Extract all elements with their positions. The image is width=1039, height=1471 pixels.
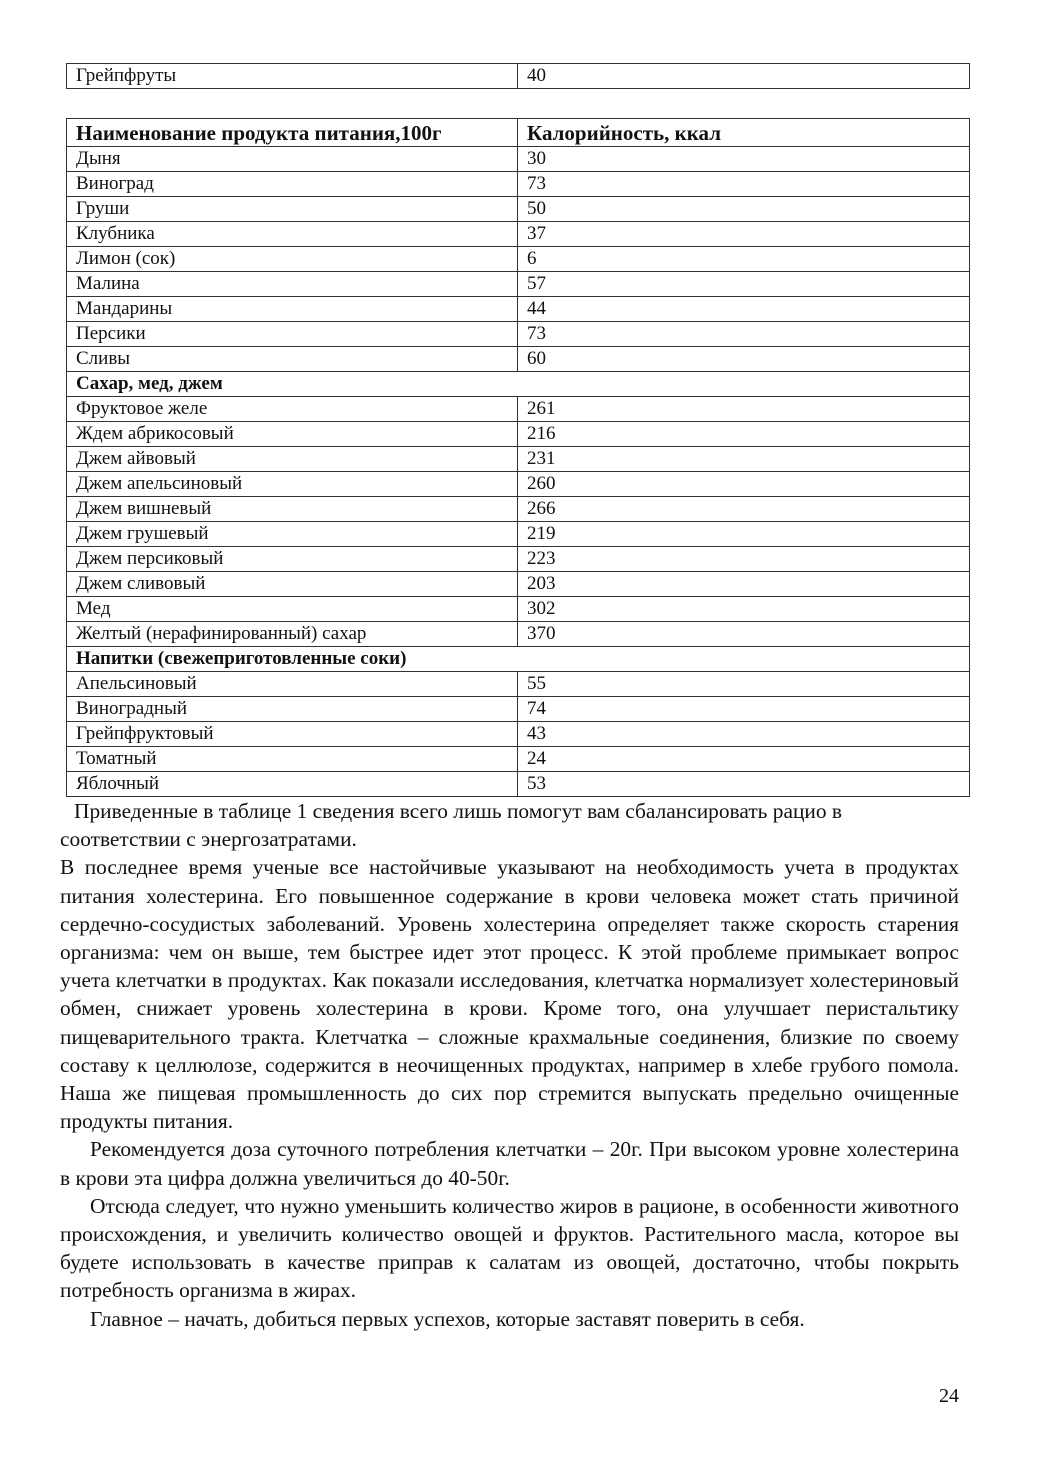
kcal-value-cell: 302: [518, 597, 970, 622]
top-table: [66, 63, 970, 89]
table-row: [67, 622, 970, 647]
table-row: [67, 64, 970, 89]
section-title-drinks: Напитки (свежеприготовленные соки): [67, 647, 970, 672]
product-name-cell: Малина: [67, 272, 518, 297]
product-name-cell: Джем сливовый: [67, 572, 518, 597]
body-text: [60, 797, 959, 1333]
header-name-cell: Наименование продукта питания,100г: [67, 119, 518, 147]
kcal-value-cell: 266: [518, 497, 970, 522]
product-name-cell: Груши: [67, 197, 518, 222]
table-row: [67, 347, 970, 372]
kcal-value-cell: 73: [518, 322, 970, 347]
top-table-body: [67, 64, 970, 89]
kcal-value-cell: 219: [518, 522, 970, 547]
kcal-value-cell: 6: [518, 247, 970, 272]
kcal-value-cell: 44: [518, 297, 970, 322]
table-row: [67, 447, 970, 472]
product-name-cell: Томатный: [67, 747, 518, 772]
kcal-value-cell: 24: [518, 747, 970, 772]
table-row: [67, 272, 970, 297]
section-row-sugar: [67, 372, 970, 397]
page-number: 24: [939, 1385, 959, 1407]
section-row-drinks: [67, 647, 970, 672]
kcal-value-cell: 73: [518, 172, 970, 197]
kcal-value-cell: 30: [518, 147, 970, 172]
table-row: [67, 197, 970, 222]
drink-rows: [67, 672, 970, 797]
table-row: [67, 522, 970, 547]
table-row: [67, 397, 970, 422]
product-name-cell: Джем айвовый: [67, 447, 518, 472]
product-name-cell: Дыня: [67, 147, 518, 172]
table-row: [67, 422, 970, 447]
paragraph-1: Приведенные в таблице 1 сведения всего лишь помогут вам сбалансировать рацио в соответствии с энергозатратами.: [60, 799, 842, 852]
paragraph-4: Отсюда следует, что нужно уменьшить количество жиров в рационе, в особенности животного происхождения, и увеличить количество овощей и фруктов. Растительного масла, которое вы будете использовать в качестве приправ к салатам из овощей, достаточно, чтобы покрыть потребность организма в жирах.: [60, 1193, 959, 1303]
kcal-value-cell: 40: [518, 64, 970, 89]
table-row: [67, 572, 970, 597]
header-kcal-cell: Калорийность, ккал: [518, 119, 970, 147]
kcal-value-cell: 55: [518, 672, 970, 697]
fruit-rows: [67, 147, 970, 372]
product-name-cell: Виноград: [67, 172, 518, 197]
kcal-value-cell: 260: [518, 472, 970, 497]
sugar-rows: [67, 397, 970, 647]
product-name-cell: Сливы: [67, 347, 518, 372]
product-name-cell: Грейпфруктовый: [67, 722, 518, 747]
table-row: [67, 222, 970, 247]
product-name-cell: Лимон (сок): [67, 247, 518, 272]
table-row: [67, 547, 970, 572]
kcal-value-cell: 203: [518, 572, 970, 597]
kcal-value-cell: 60: [518, 347, 970, 372]
table-row: [67, 472, 970, 497]
product-name-cell: Джем грушевый: [67, 522, 518, 547]
product-name-cell: Мед: [67, 597, 518, 622]
product-name-cell: Фруктовое желе: [67, 397, 518, 422]
product-name-cell: Виноградный: [67, 697, 518, 722]
calorie-table: [66, 118, 970, 797]
table-row: [67, 147, 970, 172]
kcal-value-cell: 370: [518, 622, 970, 647]
table-row: [67, 672, 970, 697]
table-row: [67, 597, 970, 622]
product-name-cell: Персики: [67, 322, 518, 347]
product-name-cell: Джем персиковый: [67, 547, 518, 572]
kcal-value-cell: 53: [518, 772, 970, 797]
kcal-value-cell: 50: [518, 197, 970, 222]
kcal-value-cell: 43: [518, 722, 970, 747]
paragraph-3: Рекомендуется доза суточного потребления клетчатки – 20г. При высоком уровне холестерина в крови эта цифра должна увеличиться до 40-50г.: [60, 1137, 959, 1190]
product-name-cell: Клубника: [67, 222, 518, 247]
product-name-cell: Желтый (нерафинированный) сахар: [67, 622, 518, 647]
product-name-cell: Апельсиновый: [67, 672, 518, 697]
product-name-cell: Джем вишневый: [67, 497, 518, 522]
kcal-value-cell: 74: [518, 697, 970, 722]
table-row: [67, 497, 970, 522]
product-name-cell: Мандарины: [67, 297, 518, 322]
table-header-row: [67, 119, 970, 147]
product-name-cell: Ждем абрикосовый: [67, 422, 518, 447]
table-row: [67, 172, 970, 197]
table-row: [67, 247, 970, 272]
product-name-cell: Яблочный: [67, 772, 518, 797]
paragraph-5: Главное – начать, добиться первых успехов, которые заставят поверить в себя.: [90, 1306, 805, 1331]
paragraph-2: В последнее время ученые все настойчивые указывают на необходимость учета в продуктах питания холестерина. Его повышенное содержание в крови человека может стать причиной сердечно-сосудистых заболеваний. Уровень холестерина определяет также скорость старения организма: чем он выше, тем быстрее идет этот процесс. К этой проблеме примыкает вопрос учета клетчатки в продуктах. Как показали исследования, клетчатка нормализует холестериновый обмен, снижает уровень холестерина в крови. Кроме того, она улучшает перистальтику пищеварительного тракта. Клетчатка – сложные крахмальные соединения, близкие по своему составу к целлюлозе, содержится в неочищенных продуктах, например в хлебе грубого помола. Наша же пищевая промышленность до сих пор стремится выпускать предельно очищенные продукты питания.: [60, 855, 959, 1134]
section-title-sugar: Сахар, мед, джем: [67, 372, 970, 397]
table-row: [67, 747, 970, 772]
kcal-value-cell: 261: [518, 397, 970, 422]
product-name-cell: Джем апельсиновый: [67, 472, 518, 497]
table-row: [67, 322, 970, 347]
table-row: [67, 297, 970, 322]
kcal-value-cell: 216: [518, 422, 970, 447]
product-name-cell: Грейпфруты: [67, 64, 518, 89]
kcal-value-cell: 37: [518, 222, 970, 247]
kcal-value-cell: 231: [518, 447, 970, 472]
kcal-value-cell: 223: [518, 547, 970, 572]
kcal-value-cell: 57: [518, 272, 970, 297]
table-row: [67, 722, 970, 747]
table-row: [67, 697, 970, 722]
table-row: [67, 772, 970, 797]
